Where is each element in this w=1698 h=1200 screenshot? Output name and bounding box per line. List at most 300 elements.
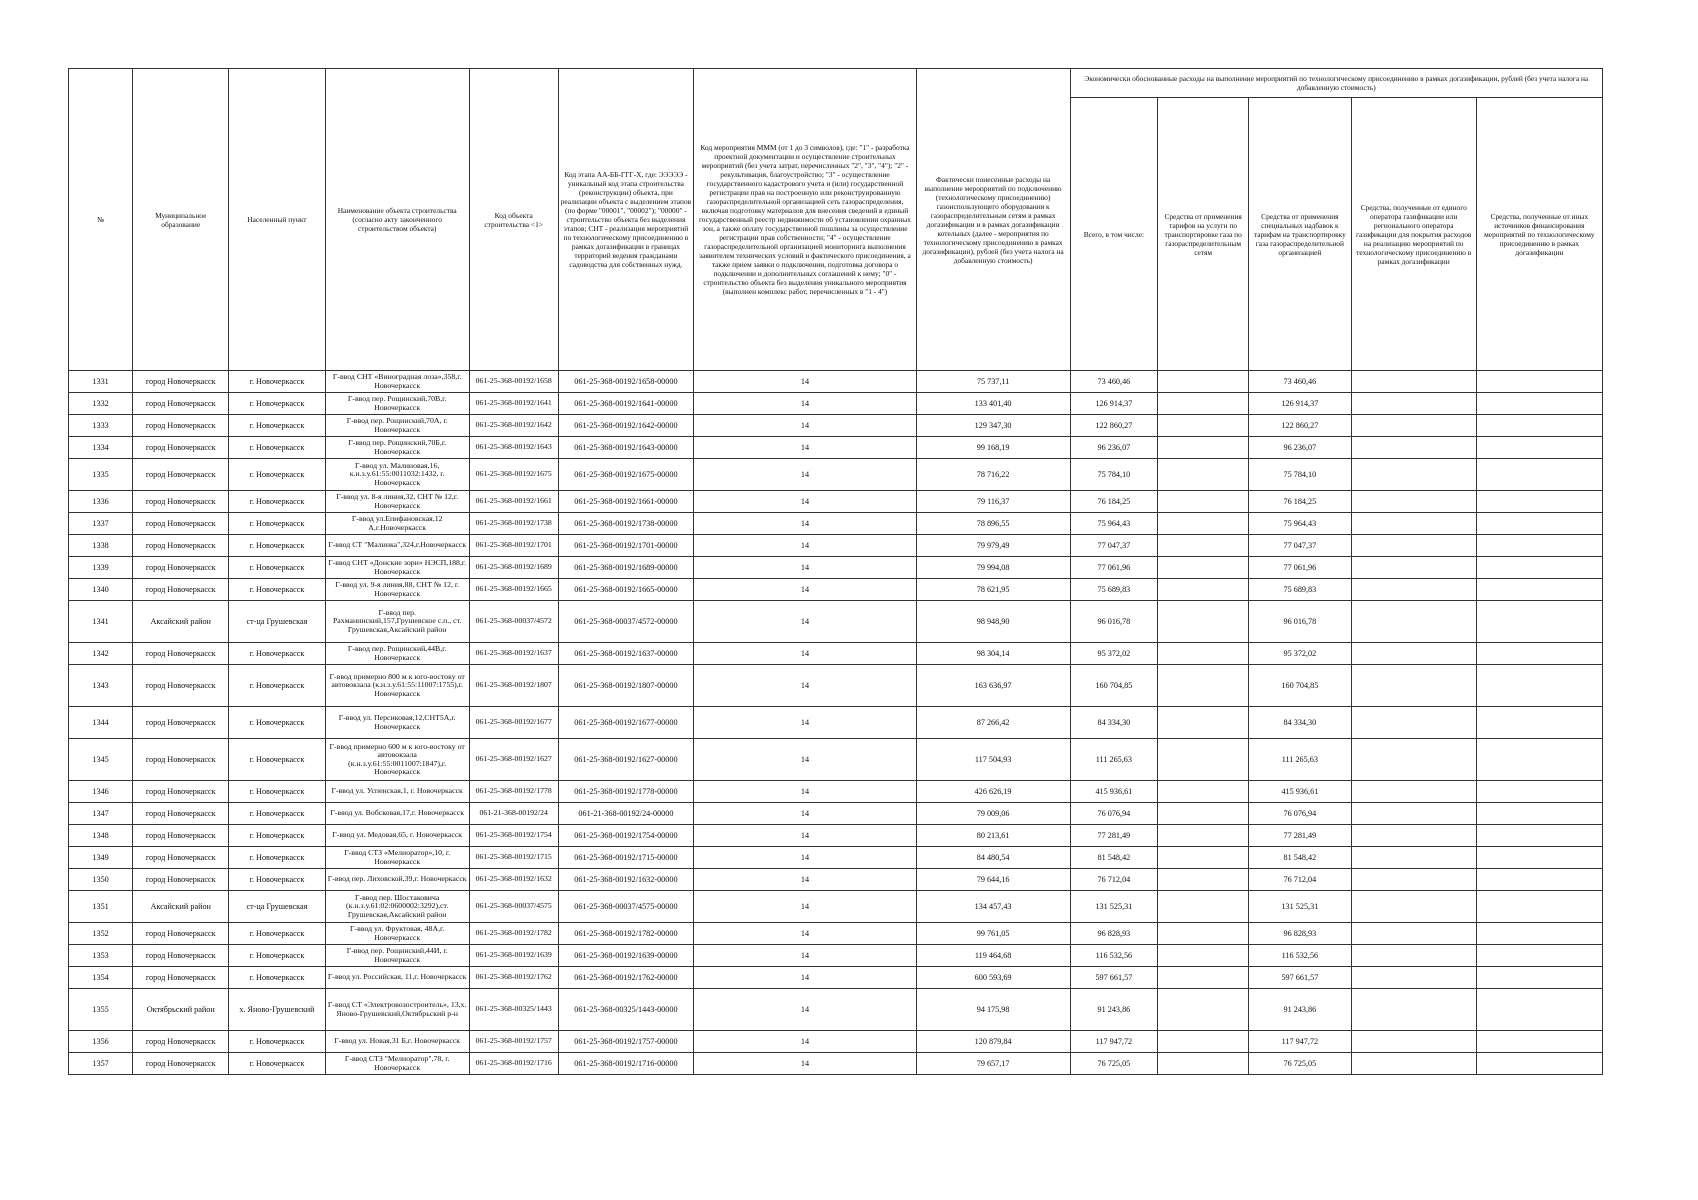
object-name-cell: Г-ввод ул.Епифановская,12 А,г.Новочеркасск — [325, 513, 469, 535]
markup-funds-cell: 117 947,72 — [1249, 1031, 1352, 1053]
row-number: 1348 — [69, 825, 133, 847]
object-code-cell: 061-21-368-00192/24 — [469, 803, 558, 825]
row-number: 1351 — [69, 891, 133, 923]
stage-code-cell: 061-25-368-00192/1675-00000 — [558, 459, 694, 491]
settlement-cell: г. Новочеркасск — [229, 393, 325, 415]
object-name-cell: Г-ввод ул. Российская, 11,г. Новочеркасск — [325, 967, 469, 989]
table-row — [69, 665, 1603, 707]
total-cell: 91 243,86 — [1070, 989, 1158, 1031]
object-code-cell: 061-25-368-00192/1658 — [469, 371, 558, 393]
markup-funds-cell: 75 964,43 — [1249, 513, 1352, 535]
row-number: 1357 — [69, 1053, 133, 1075]
actual-expenses-cell: 79 657,17 — [916, 1053, 1070, 1075]
settlement-cell: г. Новочеркасск — [229, 535, 325, 557]
operator-funds-cell — [1351, 923, 1476, 945]
stage-code-cell: 061-25-368-00192/1738-00000 — [558, 513, 694, 535]
table-row — [69, 643, 1603, 665]
event-code-cell: 14 — [694, 491, 916, 513]
object-name-cell: Г-ввод ул. Новая,31 Б,г. Новочеркасск — [325, 1031, 469, 1053]
object-name-cell: Г-ввод ул. Вобсковая,17,г. Новочеркасск — [325, 803, 469, 825]
other-funds-cell — [1476, 825, 1602, 847]
settlement-cell: г. Новочеркасск — [229, 491, 325, 513]
municipality-cell: город Новочеркасск — [133, 1053, 229, 1075]
tariff-funds-cell — [1158, 643, 1249, 665]
markup-funds-cell: 160 704,85 — [1249, 665, 1352, 707]
other-funds-cell — [1476, 415, 1602, 437]
object-name-cell: Г-ввод ул. Фруктовая, 48А,г. Новочеркасск — [325, 923, 469, 945]
markup-funds-cell: 96 016,78 — [1249, 601, 1352, 643]
table-row — [69, 513, 1603, 535]
stage-code-cell: 061-25-368-00192/1762-00000 — [558, 967, 694, 989]
municipality-cell: город Новочеркасск — [133, 371, 229, 393]
header-stage-code: Код этапа АА-ББ-ГГГ-Х, где: ЭЭЭЭЭ - уникальный код этапа строительства (реконструкции) объекта, при реализации объекта с выделением этапов (по форме "00001", "00002"); "00000" - строительство объекта без выделения этапов; СНТ - реализация мероприятий по технологическому присоединению в рамках догазификации в границах территорий ведения гражданами садоводства для собственных нужд. — [558, 69, 694, 371]
header-municipality: Муниципальное образование — [133, 69, 229, 371]
object-name-cell: Г-ввод пер. Рощинский,44В,г. Новочеркасск — [325, 643, 469, 665]
markup-funds-cell: 76 725,05 — [1249, 1053, 1352, 1075]
actual-expenses-cell: 79 116,37 — [916, 491, 1070, 513]
object-name-cell: Г-ввод пер. Рощинский,70В,г. Новочеркасск — [325, 393, 469, 415]
table-row — [69, 459, 1603, 491]
table-row — [69, 869, 1603, 891]
row-number: 1334 — [69, 437, 133, 459]
municipality-cell: город Новочеркасск — [133, 869, 229, 891]
object-code-cell: 061-25-368-00192/1782 — [469, 923, 558, 945]
other-funds-cell — [1476, 891, 1602, 923]
other-funds-cell — [1476, 1031, 1602, 1053]
settlement-cell: г. Новочеркасск — [229, 945, 325, 967]
row-number: 1347 — [69, 803, 133, 825]
event-code-cell: 14 — [694, 601, 916, 643]
tariff-funds-cell — [1158, 601, 1249, 643]
table-row — [69, 393, 1603, 415]
actual-expenses-cell: 99 761,05 — [916, 923, 1070, 945]
table-row — [69, 803, 1603, 825]
row-number: 1355 — [69, 989, 133, 1031]
object-code-cell: 061-25-368-00192/1627 — [469, 739, 558, 781]
object-code-cell: 061-25-368-00192/1701 — [469, 535, 558, 557]
operator-funds-cell — [1351, 601, 1476, 643]
row-number: 1341 — [69, 601, 133, 643]
row-number: 1345 — [69, 739, 133, 781]
object-name-cell: Г-ввод СТЗ "Мелиоратор",78, г. Новочеркасск — [325, 1053, 469, 1075]
total-cell: 77 281,49 — [1070, 825, 1158, 847]
header-tariff-funds: Средства от применения тарифов на услуги по транспортировке газа по газораспределительным сетям — [1158, 98, 1249, 371]
stage-code-cell: 061-25-368-00192/1658-00000 — [558, 371, 694, 393]
event-code-cell: 14 — [694, 923, 916, 945]
municipality-cell: Октябрьский район — [133, 989, 229, 1031]
tariff-funds-cell — [1158, 437, 1249, 459]
municipality-cell: город Новочеркасск — [133, 739, 229, 781]
operator-funds-cell — [1351, 371, 1476, 393]
municipality-cell: город Новочеркасск — [133, 847, 229, 869]
tariff-funds-cell — [1158, 869, 1249, 891]
table-row — [69, 601, 1603, 643]
tariff-funds-cell — [1158, 923, 1249, 945]
row-number: 1343 — [69, 665, 133, 707]
stage-code-cell: 061-25-368-00192/1642-00000 — [558, 415, 694, 437]
object-name-cell: Г-ввод примерно 800 м к юго-востоку от автовокзала (к.н.з.у.61:55:11007:1755),г. Новочеркасск — [325, 665, 469, 707]
table-row — [69, 781, 1603, 803]
table-row — [69, 579, 1603, 601]
other-funds-cell — [1476, 869, 1602, 891]
markup-funds-cell: 95 372,02 — [1249, 643, 1352, 665]
event-code-cell: 14 — [694, 415, 916, 437]
operator-funds-cell — [1351, 665, 1476, 707]
operator-funds-cell — [1351, 989, 1476, 1031]
tariff-funds-cell — [1158, 989, 1249, 1031]
table-row — [69, 707, 1603, 739]
stage-code-cell: 061-25-368-00192/1757-00000 — [558, 1031, 694, 1053]
markup-funds-cell: 76 184,25 — [1249, 491, 1352, 513]
stage-code-cell: 061-25-368-00192/1627-00000 — [558, 739, 694, 781]
settlement-cell: г. Новочеркасск — [229, 739, 325, 781]
municipality-cell: город Новочеркасск — [133, 415, 229, 437]
settlement-cell: г. Новочеркасск — [229, 967, 325, 989]
table-row — [69, 923, 1603, 945]
object-name-cell: Г-ввод ул. Медовая,65, г. Новочеркасск — [325, 825, 469, 847]
operator-funds-cell — [1351, 945, 1476, 967]
municipality-cell: город Новочеркасск — [133, 437, 229, 459]
markup-funds-cell: 76 076,94 — [1249, 803, 1352, 825]
operator-funds-cell — [1351, 415, 1476, 437]
object-name-cell: Г-ввод СТ «Электровозостроитель», 13,х. Яново-Грушевский,Октябрьский р-н — [325, 989, 469, 1031]
markup-funds-cell: 415 936,61 — [1249, 781, 1352, 803]
event-code-cell: 14 — [694, 665, 916, 707]
row-number: 1344 — [69, 707, 133, 739]
operator-funds-cell — [1351, 803, 1476, 825]
header-actual-expenses: Фактически понесенные расходы на выполнение мероприятий по подключению (технологическому присоединению) газоиспользующего оборудования к газораспределительным сетям в рамках догазификации и в рамках догазификации котельных (далее - мероприятия по технологическому присоединению в рамках догазификации), рублей (без учета налога на добавленную стоимость) — [916, 69, 1070, 371]
tariff-funds-cell — [1158, 513, 1249, 535]
operator-funds-cell — [1351, 707, 1476, 739]
event-code-cell: 14 — [694, 513, 916, 535]
total-cell: 131 525,31 — [1070, 891, 1158, 923]
tariff-funds-cell — [1158, 491, 1249, 513]
event-code-cell: 14 — [694, 781, 916, 803]
object-code-cell: 061-25-368-00192/1762 — [469, 967, 558, 989]
operator-funds-cell — [1351, 1031, 1476, 1053]
total-cell: 73 460,46 — [1070, 371, 1158, 393]
object-name-cell: Г-ввод пер. Лиховской,39,г. Новочеркасск — [325, 869, 469, 891]
stage-code-cell: 061-25-368-00192/1661-00000 — [558, 491, 694, 513]
settlement-cell: г. Новочеркасск — [229, 781, 325, 803]
municipality-cell: Аксайский район — [133, 891, 229, 923]
stage-code-cell: 061-25-368-00192/1637-00000 — [558, 643, 694, 665]
other-funds-cell — [1476, 803, 1602, 825]
other-funds-cell — [1476, 601, 1602, 643]
row-number: 1335 — [69, 459, 133, 491]
settlement-cell: г. Новочеркасск — [229, 847, 325, 869]
event-code-cell: 14 — [694, 847, 916, 869]
total-cell: 117 947,72 — [1070, 1031, 1158, 1053]
event-code-cell: 14 — [694, 869, 916, 891]
other-funds-cell — [1476, 923, 1602, 945]
total-cell: 96 236,07 — [1070, 437, 1158, 459]
table-body — [69, 371, 1603, 1075]
tariff-funds-cell — [1158, 1031, 1249, 1053]
actual-expenses-cell: 98 304,14 — [916, 643, 1070, 665]
municipality-cell: город Новочеркасск — [133, 803, 229, 825]
operator-funds-cell — [1351, 643, 1476, 665]
event-code-cell: 14 — [694, 891, 916, 923]
actual-expenses-cell: 120 879,84 — [916, 1031, 1070, 1053]
table-row — [69, 989, 1603, 1031]
total-cell: 96 016,78 — [1070, 601, 1158, 643]
tariff-funds-cell — [1158, 1053, 1249, 1075]
header-object-name: Наименование объекта строительства (согласно акту законченного строительством объекта) — [325, 69, 469, 371]
municipality-cell: город Новочеркасск — [133, 1031, 229, 1053]
stage-code-cell: 061-25-368-00192/1665-00000 — [558, 579, 694, 601]
other-funds-cell — [1476, 945, 1602, 967]
actual-expenses-cell: 79 009,06 — [916, 803, 1070, 825]
operator-funds-cell — [1351, 491, 1476, 513]
event-code-cell: 14 — [694, 579, 916, 601]
operator-funds-cell — [1351, 891, 1476, 923]
municipality-cell: город Новочеркасск — [133, 557, 229, 579]
total-cell: 77 047,37 — [1070, 535, 1158, 557]
object-name-cell: Г-ввод ул. Персиковая,12,СНТ5А,г. Новочеркасск — [325, 707, 469, 739]
table-row — [69, 437, 1603, 459]
tariff-funds-cell — [1158, 803, 1249, 825]
municipality-cell: город Новочеркасск — [133, 781, 229, 803]
row-number: 1352 — [69, 923, 133, 945]
object-name-cell: Г-ввод примерно 600 м к юго-востоку от автовокзала (к.н.з.у.61:55:0011007:1847),г. Новочеркасск — [325, 739, 469, 781]
stage-code-cell: 061-25-368-00037/4575-00000 — [558, 891, 694, 923]
event-code-cell: 14 — [694, 739, 916, 781]
operator-funds-cell — [1351, 1053, 1476, 1075]
municipality-cell: город Новочеркасск — [133, 707, 229, 739]
total-cell: 415 936,61 — [1070, 781, 1158, 803]
object-code-cell: 061-25-368-00192/1689 — [469, 557, 558, 579]
table-row — [69, 371, 1603, 393]
settlement-cell: г. Новочеркасск — [229, 459, 325, 491]
table-row — [69, 1031, 1603, 1053]
table-row — [69, 535, 1603, 557]
row-number: 1350 — [69, 869, 133, 891]
table-row — [69, 557, 1603, 579]
other-funds-cell — [1476, 847, 1602, 869]
operator-funds-cell — [1351, 739, 1476, 781]
header-settlement: Населенный пункт — [229, 69, 325, 371]
object-name-cell: Г-ввод СТ "Малинка",324,г.Новочеркасск — [325, 535, 469, 557]
stage-code-cell: 061-25-368-00192/1754-00000 — [558, 825, 694, 847]
markup-funds-cell: 116 532,56 — [1249, 945, 1352, 967]
table-row — [69, 825, 1603, 847]
table-row — [69, 967, 1603, 989]
object-code-cell: 061-25-368-00192/1807 — [469, 665, 558, 707]
row-number: 1354 — [69, 967, 133, 989]
total-cell: 95 372,02 — [1070, 643, 1158, 665]
object-name-cell: Г-ввод ул. Малиновая,16, к.н.з.у.61:55:0011032:1432, г. Новочеркасск — [325, 459, 469, 491]
object-code-cell: 061-25-368-00192/1754 — [469, 825, 558, 847]
markup-funds-cell: 126 914,37 — [1249, 393, 1352, 415]
actual-expenses-cell: 119 464,68 — [916, 945, 1070, 967]
object-name-cell: Г-ввод ул. 9-я линия,88, СНТ № 12, г. Новочеркасск — [325, 579, 469, 601]
object-code-cell: 061-25-368-00037/4572 — [469, 601, 558, 643]
row-number: 1353 — [69, 945, 133, 967]
other-funds-cell — [1476, 989, 1602, 1031]
tariff-funds-cell — [1158, 967, 1249, 989]
object-code-cell: 061-25-368-00192/1637 — [469, 643, 558, 665]
total-cell: 76 725,05 — [1070, 1053, 1158, 1075]
tariff-funds-cell — [1158, 847, 1249, 869]
operator-funds-cell — [1351, 459, 1476, 491]
header-total: Всего, в том числе: — [1070, 98, 1158, 371]
municipality-cell: Аксайский район — [133, 601, 229, 643]
markup-funds-cell: 75 689,83 — [1249, 579, 1352, 601]
actual-expenses-cell: 117 504,93 — [916, 739, 1070, 781]
other-funds-cell — [1476, 393, 1602, 415]
settlement-cell: г. Новочеркасск — [229, 665, 325, 707]
event-code-cell: 14 — [694, 989, 916, 1031]
actual-expenses-cell: 78 896,55 — [916, 513, 1070, 535]
stage-code-cell: 061-25-368-00192/1701-00000 — [558, 535, 694, 557]
other-funds-cell — [1476, 967, 1602, 989]
tariff-funds-cell — [1158, 393, 1249, 415]
settlement-cell: х. Яново-Грушевский — [229, 989, 325, 1031]
other-funds-cell — [1476, 739, 1602, 781]
object-name-cell: Г-ввод СНТ «Донские зори» НЭСП,188,г. Новочеркасск — [325, 557, 469, 579]
object-name-cell: Г-ввод пер. Рощинский,70Б,г. Новочеркасск — [325, 437, 469, 459]
header-num: № — [69, 69, 133, 371]
tariff-funds-cell — [1158, 945, 1249, 967]
header-event-code: Код мероприятия МММ (от 1 до 3 символов), где: "1" - разработка проектной документации и осуществление строительных мероприятий (без учета затрат, перечисленных "2", "3", "4"); "2" - рекультивация, благоустройство; "3" - осуществление государственного кадастрового учета и (или) государственной регистрации прав на построенную или реконструированную газораспределительной организацией сеть газораспределения, включая подготовку материалов для внесения сведений в единый государственный реестр недвижимости об установлении охранных зон, а также оплату государственной пошлины за осуществление регистрации прав собственности; "4" - осуществление газораспределительной организацией мониторинга выполнения заявителем технических условий и фактического присоединения, а также прием заявки о подключении, подготовка договора о подключении и дополнительных соглашений к нему; "0" - строительство объекта без выделения уникального мероприятия (выполнен комплекс работ, перечисленных в "1 - 4") — [694, 69, 916, 371]
markup-funds-cell: 77 281,49 — [1249, 825, 1352, 847]
municipality-cell: город Новочеркасск — [133, 923, 229, 945]
stage-code-cell: 061-25-368-00192/1639-00000 — [558, 945, 694, 967]
actual-expenses-cell: 94 175,98 — [916, 989, 1070, 1031]
stage-code-cell: 061-25-368-00192/1641-00000 — [558, 393, 694, 415]
header-other-funds: Средства, полученные от иных источников финансирования мероприятий по технологическому присоединению в рамках догазификации — [1476, 98, 1602, 371]
actual-expenses-cell: 75 737,11 — [916, 371, 1070, 393]
markup-funds-cell: 122 860,27 — [1249, 415, 1352, 437]
event-code-cell: 14 — [694, 371, 916, 393]
operator-funds-cell — [1351, 393, 1476, 415]
other-funds-cell — [1476, 781, 1602, 803]
object-code-cell: 061-25-368-00192/1639 — [469, 945, 558, 967]
stage-code-cell: 061-25-368-00192/1643-00000 — [558, 437, 694, 459]
actual-expenses-cell: 84 480,54 — [916, 847, 1070, 869]
other-funds-cell — [1476, 579, 1602, 601]
actual-expenses-cell: 134 457,43 — [916, 891, 1070, 923]
object-name-cell: Г-ввод ул. 8-я линия,32, СНТ № 12,г. Новочеркасск — [325, 491, 469, 513]
total-cell: 116 532,56 — [1070, 945, 1158, 967]
stage-code-cell: 061-25-368-00192/1782-00000 — [558, 923, 694, 945]
settlement-cell: г. Новочеркасск — [229, 923, 325, 945]
actual-expenses-cell: 600 593,69 — [916, 967, 1070, 989]
table-header — [69, 69, 1603, 371]
row-number: 1349 — [69, 847, 133, 869]
tariff-funds-cell — [1158, 707, 1249, 739]
event-code-cell: 14 — [694, 1053, 916, 1075]
event-code-cell: 14 — [694, 803, 916, 825]
stage-code-cell: 061-25-368-00192/1677-00000 — [558, 707, 694, 739]
event-code-cell: 14 — [694, 437, 916, 459]
other-funds-cell — [1476, 513, 1602, 535]
event-code-cell: 14 — [694, 1031, 916, 1053]
operator-funds-cell — [1351, 869, 1476, 891]
actual-expenses-cell: 79 994,08 — [916, 557, 1070, 579]
operator-funds-cell — [1351, 781, 1476, 803]
operator-funds-cell — [1351, 557, 1476, 579]
total-cell: 126 914,37 — [1070, 393, 1158, 415]
markup-funds-cell: 75 784,10 — [1249, 459, 1352, 491]
municipality-cell: город Новочеркасск — [133, 459, 229, 491]
settlement-cell: г. Новочеркасск — [229, 557, 325, 579]
municipality-cell: город Новочеркасск — [133, 535, 229, 557]
header-group-title: Экономически обоснованные расходы на выполнение мероприятий по технологическому присоединению в рамках догазификации, рублей (без учета налога на добавленную стоимость) — [1070, 69, 1602, 98]
row-number: 1333 — [69, 415, 133, 437]
tariff-funds-cell — [1158, 415, 1249, 437]
object-code-cell: 061-25-368-00192/1738 — [469, 513, 558, 535]
total-cell: 75 689,83 — [1070, 579, 1158, 601]
object-code-cell: 061-25-368-00192/1677 — [469, 707, 558, 739]
total-cell: 111 265,63 — [1070, 739, 1158, 781]
markup-funds-cell: 96 236,07 — [1249, 437, 1352, 459]
row-number: 1340 — [69, 579, 133, 601]
settlement-cell: г. Новочеркасск — [229, 1053, 325, 1075]
tariff-funds-cell — [1158, 891, 1249, 923]
actual-expenses-cell: 163 636,97 — [916, 665, 1070, 707]
actual-expenses-cell: 133 401,40 — [916, 393, 1070, 415]
settlement-cell: г. Новочеркасск — [229, 707, 325, 739]
other-funds-cell — [1476, 371, 1602, 393]
markup-funds-cell: 91 243,86 — [1249, 989, 1352, 1031]
total-cell: 84 334,30 — [1070, 707, 1158, 739]
object-name-cell: Г-ввод пер. Рощинский,70А, г. Новочеркасск — [325, 415, 469, 437]
event-code-cell: 14 — [694, 945, 916, 967]
actual-expenses-cell: 98 948,90 — [916, 601, 1070, 643]
object-code-cell: 061-25-368-00192/1675 — [469, 459, 558, 491]
operator-funds-cell — [1351, 535, 1476, 557]
object-code-cell: 061-25-368-00192/1661 — [469, 491, 558, 513]
tariff-funds-cell — [1158, 739, 1249, 781]
event-code-cell: 14 — [694, 967, 916, 989]
operator-funds-cell — [1351, 513, 1476, 535]
other-funds-cell — [1476, 535, 1602, 557]
settlement-cell: г. Новочеркасск — [229, 825, 325, 847]
actual-expenses-cell: 426 626,19 — [916, 781, 1070, 803]
settlement-cell: г. Новочеркасск — [229, 869, 325, 891]
tariff-funds-cell — [1158, 535, 1249, 557]
municipality-cell: город Новочеркасск — [133, 967, 229, 989]
event-code-cell: 14 — [694, 459, 916, 491]
actual-expenses-cell: 79 644,16 — [916, 869, 1070, 891]
row-number: 1332 — [69, 393, 133, 415]
total-cell: 76 712,04 — [1070, 869, 1158, 891]
operator-funds-cell — [1351, 579, 1476, 601]
markup-funds-cell: 77 061,96 — [1249, 557, 1352, 579]
municipality-cell: город Новочеркасск — [133, 393, 229, 415]
event-code-cell: 14 — [694, 557, 916, 579]
total-cell: 76 076,94 — [1070, 803, 1158, 825]
settlement-cell: г. Новочеркасск — [229, 579, 325, 601]
object-code-cell: 061-25-368-00192/1778 — [469, 781, 558, 803]
actual-expenses-cell: 99 168,19 — [916, 437, 1070, 459]
tariff-funds-cell — [1158, 557, 1249, 579]
table-row — [69, 491, 1603, 513]
actual-expenses-cell: 79 979,49 — [916, 535, 1070, 557]
stage-code-cell: 061-25-368-00192/1778-00000 — [558, 781, 694, 803]
operator-funds-cell — [1351, 967, 1476, 989]
markup-funds-cell: 76 712,04 — [1249, 869, 1352, 891]
actual-expenses-cell: 80 213,61 — [916, 825, 1070, 847]
total-cell: 122 860,27 — [1070, 415, 1158, 437]
object-code-cell: 061-25-368-00192/1641 — [469, 393, 558, 415]
actual-expenses-cell: 78 716,22 — [916, 459, 1070, 491]
stage-code-cell: 061-25-368-00192/1716-00000 — [558, 1053, 694, 1075]
tariff-funds-cell — [1158, 781, 1249, 803]
municipality-cell: город Новочеркасск — [133, 579, 229, 601]
